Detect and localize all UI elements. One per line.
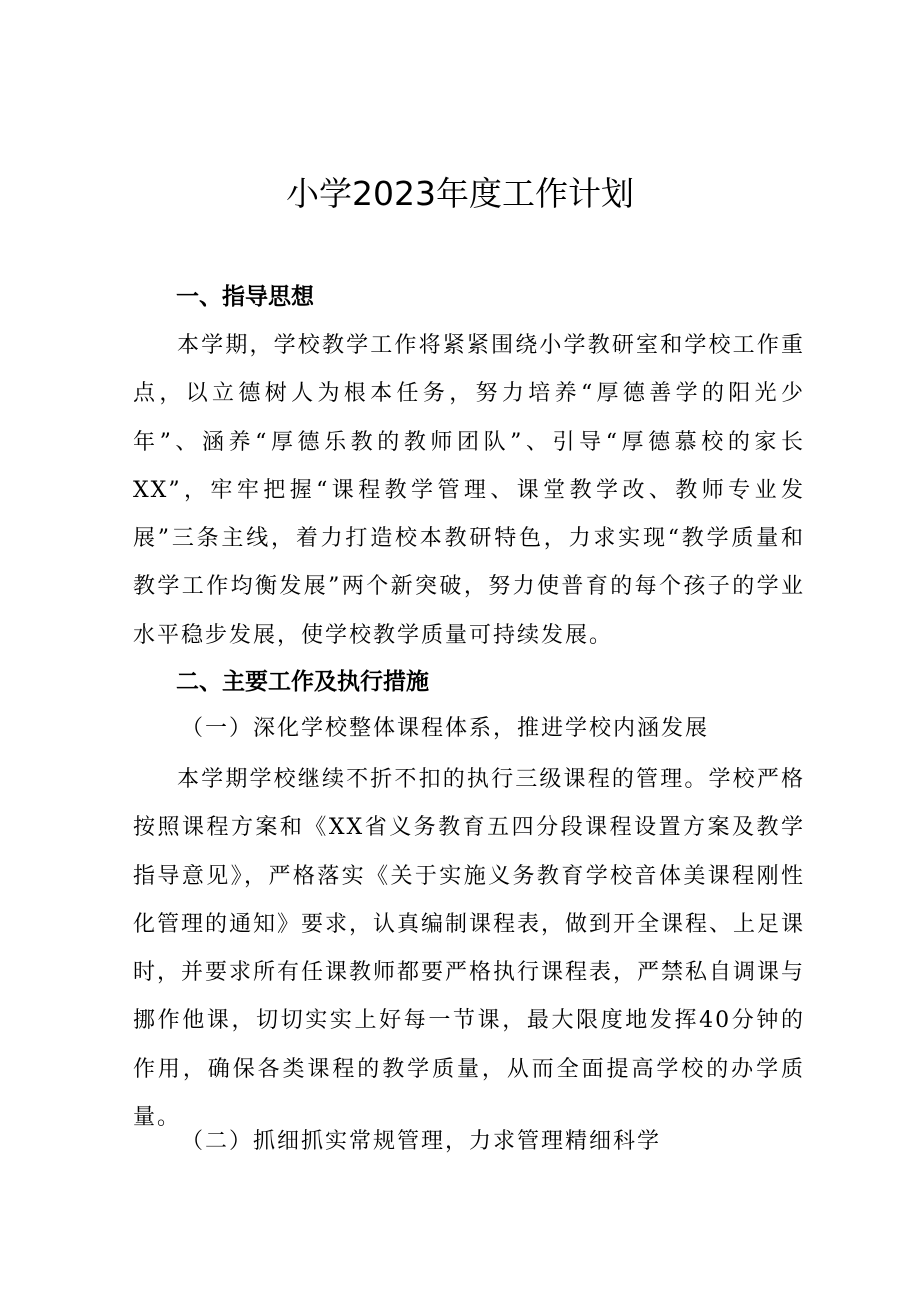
guiding-ideology-paragraph: 本学期，学校教学工作将紧紧围绕小学教研室和学校工作重点，以立德树人为根本任务，努力培养“厚德善学的阳光少年”、涵养“厚德乐教的教师团队”、引导“厚德慕校的家长XX”，牢牢把握“课程教学管理、课堂教学改、教师专业发展”三条主线，着力打造校本教研特色，力求实现“教学质量和教学工作均衡发展”两个新突破，努力使普育的每个孩子的学业水平稳步发展，使学校教学质量可持续发展。 <box>133 333 805 648</box>
section-heading-main-work: 二、主要工作及执行措施 <box>176 669 429 695</box>
curriculum-paragraph: 本学期学校继续不折不扣的执行三级课程的管理。学校严格按照课程方案和《XX省义务教育五四分段课程设置方案及教学指导意见》，严格落实《关于实施义务教育学校音体美课程刚性化管理的通知》要求，认真编制课程表，做到开全课程、上足课时，并要求所有任课教师都要严格执行课程表，严禁私自调课与挪作他课，切切实实上好每一节课，最大限度地发挥40分钟的作用，确保各类课程的教学质量，从而全面提高学校的办学质量。 <box>133 767 806 1131</box>
section-heading-guiding-ideology: 一、指导思想 <box>176 284 314 310</box>
subsection-heading-routine-management: （二）抓细抓实常规管理，力求管理精细科学 <box>181 1129 662 1154</box>
subsection-heading-curriculum: （一）深化学校整体课程体系，推进学校内涵发展 <box>181 716 710 741</box>
document-title: 小学2023年度工作计划 <box>286 174 634 213</box>
